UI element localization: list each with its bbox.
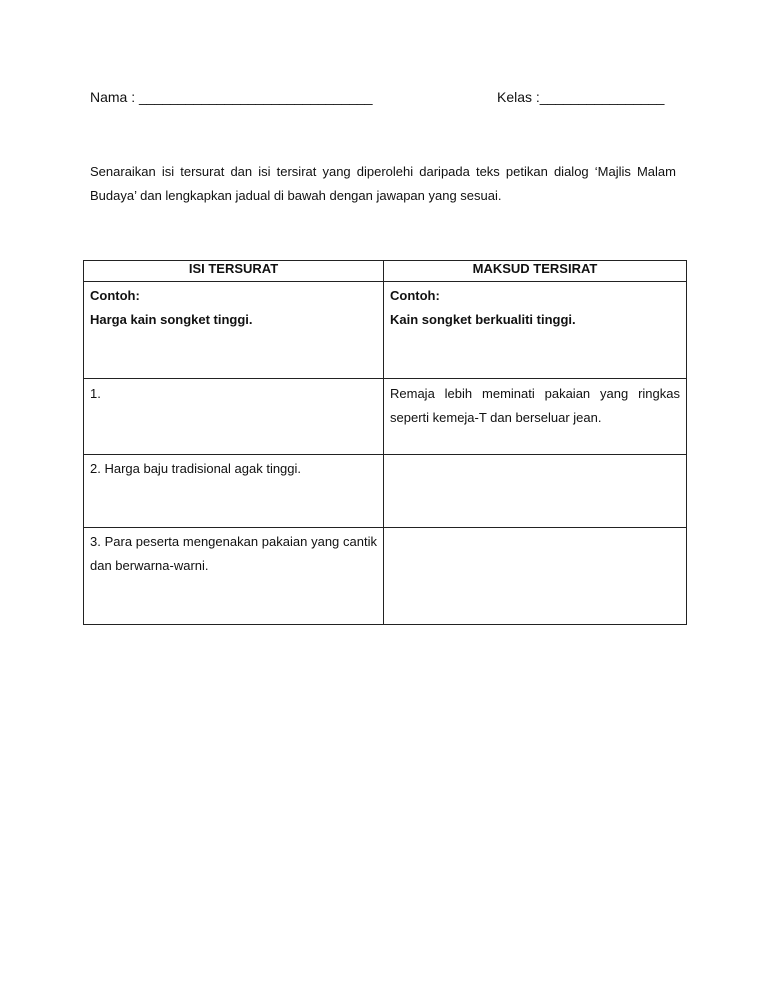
table-row [84,528,687,625]
row-1-right-cell[interactable]: Remaja lebih meminati pakaian yang ringkas seperti kemeja-T dan berseluar jean. [384,379,687,455]
example-row [84,282,687,379]
header-isi-tersurat: ISI TERSURAT [84,261,384,282]
table-row [84,379,687,455]
kelas-field-line: Kelas :________________ [497,89,665,105]
example-label-left: Contoh: [90,288,140,303]
header-maksud-tersirat: MAKSUD TERSIRAT [384,261,687,282]
example-label-right: Contoh: [390,288,440,303]
row-3-right-cell[interactable] [384,528,687,625]
example-left-text: Harga kain songket tinggi. [90,312,253,327]
answer-table [83,260,687,625]
row-3-left-cell[interactable]: 3. Para peserta mengenakan pakaian yang cantik dan berwarna-warni. [84,528,384,625]
example-right-text: Kain songket berkualiti tinggi. [390,312,576,327]
example-right-cell [384,282,687,379]
row-1-left-cell[interactable]: 1. [84,379,384,455]
example-left-cell [84,282,384,379]
table-header-row [84,261,687,282]
instruction-text: Senaraikan isi tersurat dan isi tersirat yang diperolehi daripada teks petikan dialog ‘Majlis Malam Budaya’ dan lengkapkan jadual di bawah dengan jawapan yang sesuai. [90,164,676,203]
row-2-right-cell[interactable] [384,455,687,528]
row-2-left-cell[interactable]: 2. Harga baju tradisional agak tinggi. [84,455,384,528]
nama-field-line: Nama : ______________________________ [90,89,373,105]
table-row [84,455,687,528]
